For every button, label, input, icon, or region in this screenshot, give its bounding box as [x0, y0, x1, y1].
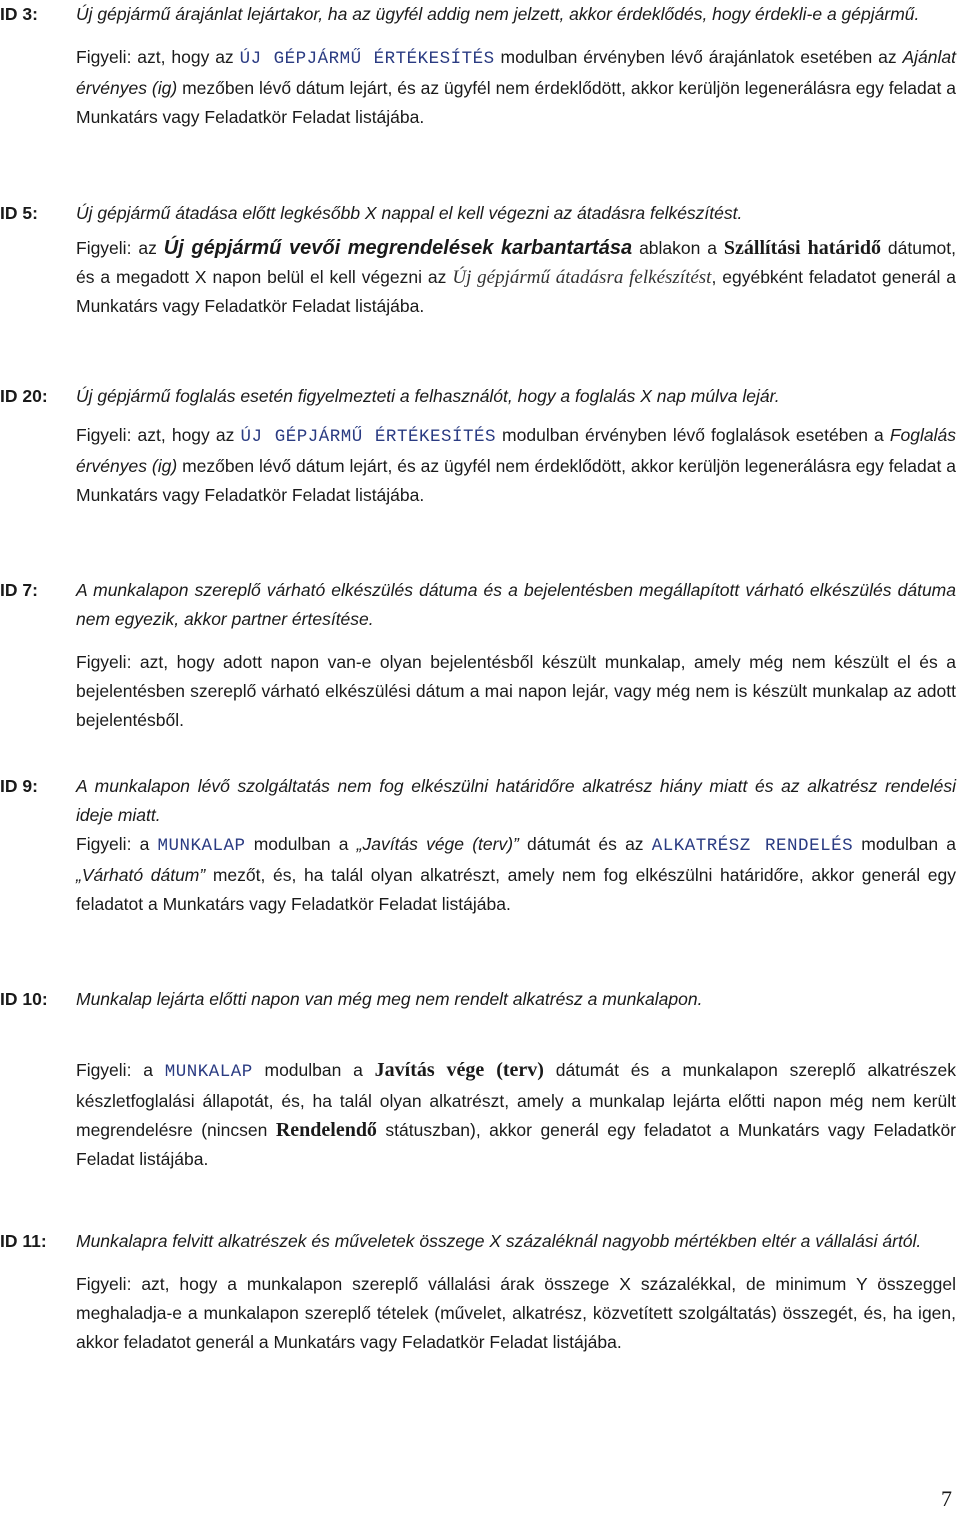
check-label: Figyeli:: [76, 834, 132, 854]
check-text: azt, hogy az: [131, 47, 240, 67]
task-name: Új gépjármű átadásra felkészítést: [452, 267, 712, 288]
requirement-text: Új gépjármű átadása előtt legkésőbb X nappal el kell végezni az átadásra felkészítést.: [76, 203, 743, 223]
check-text: modulban a: [245, 834, 357, 854]
status-name: Rendelendő: [275, 1119, 377, 1141]
check-paragraph: [76, 830, 956, 919]
check-paragraph: [76, 648, 956, 735]
check-text: a: [131, 834, 158, 854]
requirement-text: Új gépjármű árajánlat lejártakor, ha az ügyfél addig nem jelzett, akkor érdeklődés, hogy érdekli-e a gépjármű.: [76, 4, 920, 24]
check-text: azt, hogy a munkalapon szereplő vállalási árak összege X százalékkal, de minimum Y összeggel meghaladja-e a munkalapon szereplő tételek (művelet, alkatrész, közvetített szolgáltatás) összegét, és, ha igen, akkor feladatot generál a Munkatárs vagy Feladatkör Feladat listájába.: [76, 1274, 956, 1352]
section-id-label: ID 5:: [0, 203, 38, 223]
check-text: , egyébként feladatot generál a Munkatárs vagy Feladatkör Feladat listájába.: [76, 267, 957, 316]
check-text: státuszban), akkor generál egy feladatot a Munkatárs vagy Feladatkör Feladat listájába.: [76, 1120, 957, 1169]
check-text: modulban érvényben lévő foglalások esetében a: [495, 425, 890, 445]
field-name: „Várható dátum”: [76, 865, 206, 885]
check-label: Figyeli:: [76, 1274, 132, 1294]
check-text: dátumot, és a megadott X napon belül el kell végezni az: [76, 238, 956, 287]
page-number: 7: [941, 1486, 952, 1511]
check-text: mezőben lévő dátum lejárt, és az ügyfél nem érdeklődött, akkor kerüljön legenerálásra egy feladat a Munkatárs vagy Feladatkör Feladat listájába.: [76, 78, 956, 127]
check-label: Figyeli:: [76, 1060, 132, 1080]
section-id-label: ID 3:: [0, 4, 38, 24]
field-name: Foglalás érvényes (ig): [76, 425, 957, 476]
check-label: Figyeli:: [76, 425, 132, 445]
module-name: MUNKALAP: [164, 1062, 253, 1082]
check-text: modulban a: [252, 1060, 375, 1080]
check-text: modulban a: [853, 834, 957, 854]
check-label: Figyeli:: [76, 238, 132, 258]
module-name: ALKATRÉSZ RENDELÉS: [651, 836, 854, 856]
check-text: dátumát és az: [518, 834, 652, 854]
field-name: Javítás vége (terv): [374, 1059, 544, 1081]
field-name: Ajánlat érvényes (ig): [76, 47, 957, 98]
check-paragraph: [76, 1056, 956, 1174]
requirement-text: A munkalapon szereplő várható elkészülés dátuma és a bejelentésben megállapított várható elkészülés dátuma nem egyezik, akkor partner értesítése.: [76, 580, 956, 629]
check-paragraph: [76, 43, 956, 132]
check-text: mezőben lévő dátum lejárt, és az ügyfél nem érdeklődött, akkor kerüljön legenerálásra egy feladat a Munkatárs vagy Feladatkör Feladat listájába.: [76, 456, 956, 505]
check-text: a: [131, 1060, 165, 1080]
check-label: Figyeli:: [76, 652, 132, 672]
check-label: Figyeli:: [76, 47, 132, 67]
check-text: az: [131, 238, 164, 258]
check-paragraph: [76, 1270, 956, 1357]
check-text: azt, hogy adott napon van-e olyan bejelentésből készült munkalap, amely még nem készült el és a bejelentésben szereplő várható elkészülési dátum a mai napon lejár, vagy még nem is készült munkalap az adott bejelentésből.: [76, 652, 956, 730]
requirement-text: Munkalapra felvitt alkatrészek és műveletek összege X százaléknál nagyobb mértékben eltér a vállalási ártól.: [76, 1231, 922, 1251]
field-name: „Javítás vége (terv)”: [356, 834, 519, 854]
requirement-text: Új gépjármű foglalás esetén figyelmezteti a felhasználót, hogy a foglalás X nap múlva lejár.: [76, 386, 780, 406]
check-paragraph: [76, 234, 956, 321]
section-id-label: ID 9:: [0, 776, 38, 796]
check-text: ablakon a: [632, 238, 724, 258]
check-text: modulban érvényben lévő árajánlatok esetében az: [494, 47, 903, 67]
window-name: Új gépjármű vevői megrendelések karbantartása: [163, 237, 633, 259]
requirement-text: A munkalapon lévő szolgáltatás nem fog elkészülni határidőre alkatrész hiány miatt és az alkatrész rendelési ideje miatt.: [76, 776, 956, 825]
module-name: ÚJ GÉPJÁRMŰ ÉRTÉKESÍTÉS: [240, 427, 496, 447]
section-id-label: ID 7:: [0, 580, 38, 600]
field-name: Szállítási határidő: [723, 237, 881, 259]
check-paragraph: [76, 421, 956, 510]
section-id-label: ID 10:: [0, 989, 48, 1009]
module-name: MUNKALAP: [157, 836, 246, 856]
section-id-label: ID 11:: [0, 1231, 47, 1251]
requirement-text: Munkalap lejárta előtti napon van még meg nem rendelt alkatrész a munkalapon.: [76, 989, 703, 1009]
section-id-label: ID 20:: [0, 386, 48, 406]
check-text: azt, hogy az: [131, 425, 241, 445]
module-name: ÚJ GÉPJÁRMŰ ÉRTÉKESÍTÉS: [239, 49, 495, 69]
check-text: dátumát és a munkalapon szereplő alkatrészek készletfoglalási állapotát, és, ha talál olyan alkatrészt, amely a munkalap lejárta előtti napon még nem került megrendelésre (nincsen: [76, 1060, 957, 1140]
check-text: mezőt, és, ha talál olyan alkatrészt, amely nem fog elkészülni határidőre, akkor generál egy feladatot a Munkatárs vagy Feladatkör Feladat listájába.: [76, 865, 956, 914]
